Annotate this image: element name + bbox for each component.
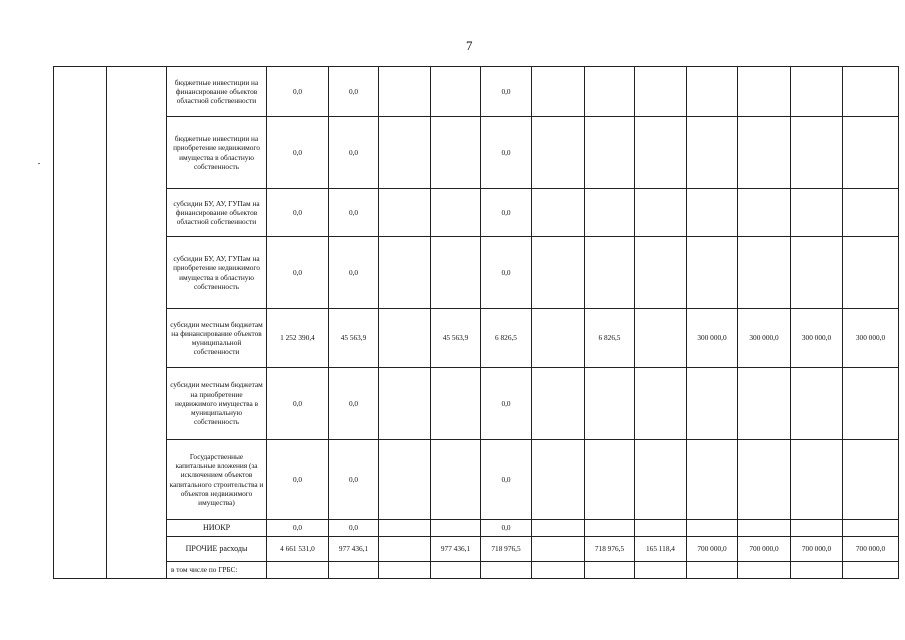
value-cell: [843, 520, 899, 537]
value-cell: [532, 237, 585, 309]
value-cell: [738, 237, 791, 309]
value-cell: [791, 440, 843, 520]
value-cell: [738, 440, 791, 520]
value-cell: [687, 117, 738, 189]
value-cell: [635, 309, 687, 368]
value-cell: [791, 67, 843, 117]
scan-speck: [38, 163, 40, 164]
value-cell: [379, 189, 431, 237]
value-cell: [379, 537, 431, 562]
value-cell: [431, 67, 481, 117]
value-cell: [431, 189, 481, 237]
expense-type-cell: субсидии БУ, АУ, ГУПам на приобретение недвижимого имущества в областную собственность: [167, 237, 267, 309]
expense-type-cell: бюджетные инвестиции на финансирование объектов областной собственности: [167, 67, 267, 117]
table-row: [54, 67, 899, 117]
value-cell: [635, 562, 687, 579]
value-cell: [687, 189, 738, 237]
value-cell: 165 118,4: [635, 537, 687, 562]
value-cell: [585, 237, 635, 309]
value-cell: 300 000,0: [791, 309, 843, 368]
value-cell: 300 000,0: [687, 309, 738, 368]
value-cell: [431, 237, 481, 309]
value-cell: 977 436,1: [329, 537, 379, 562]
value-cell: [791, 189, 843, 237]
value-cell: [687, 440, 738, 520]
value-cell: [431, 562, 481, 579]
table-row: [54, 537, 899, 562]
expense-type-cell: субсидии местным бюджетам на финансирование объектов муниципальной собственности: [167, 309, 267, 368]
value-cell: [843, 189, 899, 237]
code-column: [107, 67, 167, 579]
value-cell: [532, 440, 585, 520]
value-cell: [687, 562, 738, 579]
value-cell: 718 976,5: [481, 537, 532, 562]
value-cell: 300 000,0: [738, 309, 791, 368]
page-number: 7: [466, 38, 473, 53]
value-cell: [532, 562, 585, 579]
value-cell: [379, 237, 431, 309]
value-cell: [585, 67, 635, 117]
row-number-column: [54, 67, 107, 579]
expense-type-cell: Государственные капитальные вложения (за исключением объектов капитального строительства и объектов недвижимого имущества): [167, 440, 267, 520]
value-cell: [843, 117, 899, 189]
value-cell: 0,0: [267, 117, 329, 189]
value-cell: 0,0: [329, 189, 379, 237]
value-cell: [635, 237, 687, 309]
table-row: [54, 368, 899, 440]
value-cell: 300 000,0: [843, 309, 899, 368]
value-cell: [585, 520, 635, 537]
value-cell: [791, 117, 843, 189]
value-cell: [379, 562, 431, 579]
table-row: [54, 520, 899, 537]
value-cell: [532, 189, 585, 237]
value-cell: 718 976,5: [585, 537, 635, 562]
value-cell: 700 000,0: [843, 537, 899, 562]
value-cell: [379, 309, 431, 368]
value-cell: [585, 189, 635, 237]
value-cell: 700 000,0: [687, 537, 738, 562]
value-cell: [379, 520, 431, 537]
value-cell: 45 563,9: [431, 309, 481, 368]
value-cell: 0,0: [329, 520, 379, 537]
value-cell: [431, 368, 481, 440]
value-cell: [431, 520, 481, 537]
expense-type-cell: субсидии местным бюджетам на приобретение недвижимого имущества в муниципальную собственность: [167, 368, 267, 440]
value-cell: [585, 562, 635, 579]
value-cell: [379, 440, 431, 520]
table-row: [54, 189, 899, 237]
value-cell: [738, 520, 791, 537]
budget-table: [53, 66, 899, 579]
value-cell: [738, 368, 791, 440]
value-cell: 4 661 531,0: [267, 537, 329, 562]
value-cell: [635, 67, 687, 117]
value-cell: [585, 440, 635, 520]
value-cell: 0,0: [481, 237, 532, 309]
expense-type-cell: субсидии БУ, АУ, ГУПам на финансирование объектов областной собственности: [167, 189, 267, 237]
value-cell: [687, 368, 738, 440]
value-cell: 0,0: [329, 117, 379, 189]
value-cell: [635, 520, 687, 537]
expense-type-cell: в том числе по ГРБС:: [167, 562, 267, 579]
value-cell: [635, 189, 687, 237]
value-cell: [738, 562, 791, 579]
value-cell: 6 826,5: [481, 309, 532, 368]
table-row: [54, 440, 899, 520]
value-cell: [379, 117, 431, 189]
value-cell: 0,0: [481, 189, 532, 237]
value-cell: [635, 440, 687, 520]
value-cell: 0,0: [267, 237, 329, 309]
expense-type-cell: НИОКР: [167, 520, 267, 537]
value-cell: 0,0: [329, 237, 379, 309]
value-cell: 0,0: [481, 368, 532, 440]
value-cell: [843, 562, 899, 579]
value-cell: [329, 562, 379, 579]
value-cell: 0,0: [329, 67, 379, 117]
value-cell: [267, 562, 329, 579]
value-cell: 0,0: [267, 440, 329, 520]
value-cell: 6 826,5: [585, 309, 635, 368]
value-cell: [431, 117, 481, 189]
value-cell: 977 436,1: [431, 537, 481, 562]
value-cell: [687, 67, 738, 117]
value-cell: [843, 440, 899, 520]
value-cell: 0,0: [481, 117, 532, 189]
value-cell: [379, 67, 431, 117]
value-cell: [532, 537, 585, 562]
value-cell: [843, 67, 899, 117]
table-row: [54, 562, 899, 579]
value-cell: 45 563,9: [329, 309, 379, 368]
table-row: [54, 117, 899, 189]
expense-type-cell: бюджетные инвестиции на приобретение недвижимого имущества в областную собственность: [167, 117, 267, 189]
expense-type-cell: ПРОЧИЕ расходы: [167, 537, 267, 562]
value-cell: [379, 368, 431, 440]
value-cell: 0,0: [481, 67, 532, 117]
value-cell: [532, 309, 585, 368]
value-cell: [738, 117, 791, 189]
value-cell: 0,0: [329, 368, 379, 440]
value-cell: [635, 117, 687, 189]
value-cell: 0,0: [267, 189, 329, 237]
value-cell: 0,0: [481, 520, 532, 537]
table-row: [54, 237, 899, 309]
value-cell: [791, 562, 843, 579]
value-cell: [532, 368, 585, 440]
value-cell: [431, 440, 481, 520]
value-cell: [532, 520, 585, 537]
value-cell: [791, 520, 843, 537]
value-cell: [791, 237, 843, 309]
value-cell: 700 000,0: [738, 537, 791, 562]
value-cell: 0,0: [481, 440, 532, 520]
value-cell: [532, 117, 585, 189]
value-cell: [687, 237, 738, 309]
value-cell: [687, 520, 738, 537]
value-cell: [532, 67, 585, 117]
table-row: [54, 309, 899, 368]
value-cell: [585, 117, 635, 189]
value-cell: [738, 189, 791, 237]
value-cell: [843, 237, 899, 309]
value-cell: [635, 368, 687, 440]
value-cell: [585, 368, 635, 440]
value-cell: [481, 562, 532, 579]
value-cell: 0,0: [267, 368, 329, 440]
value-cell: [791, 368, 843, 440]
value-cell: 700 000,0: [791, 537, 843, 562]
value-cell: [843, 368, 899, 440]
value-cell: 0,0: [329, 440, 379, 520]
value-cell: [738, 67, 791, 117]
value-cell: 0,0: [267, 67, 329, 117]
value-cell: 0,0: [267, 520, 329, 537]
value-cell: 1 252 390,4: [267, 309, 329, 368]
